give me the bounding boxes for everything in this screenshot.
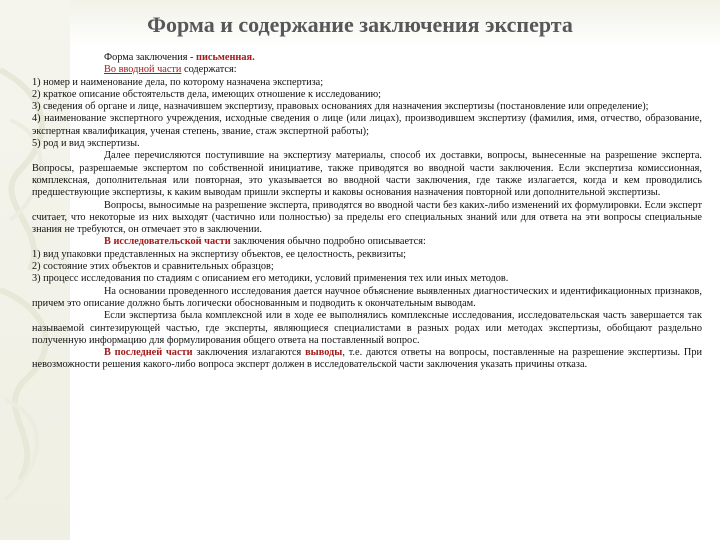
conclusion-heading: В последней части (104, 347, 193, 359)
document-body (32, 52, 702, 372)
form-value: письменная. (196, 52, 255, 63)
conclusions-term: выводы (305, 347, 343, 359)
paragraph: Далее перечисляются поступившие на экспертизу материалы, способ их доставки, вопросы, вынесенные на разрешение эксперта. Вопросы, разрешаемые экспертом по собственной инициативе, также приводятся во вводной части заключения. Если экспертиза комиссионная, комплексная, дополнительная или повторная, это указывается во вводной части заключения, где также излагается, когда и кем проводились предшествующие экспертизы, к каким выводам пришли эксперты и каковы основания назначения повторной или дополнительной экспертизы. (32, 150, 702, 199)
paragraph: Если экспертиза была комплексной или в ходе ее выполнялись комплексные исследования, исследовательская часть завершается так называемой синтезирующей частью, где эксперты, являющиеся специалистами в разных родах или методах экспертизы, обобщают раздельно полученную информацию для формулирования общего ответа на поставленный вопрос. (32, 310, 702, 346)
intro-heading: Во вводной части (104, 64, 182, 76)
list-item: 2) краткое описание обстоятельств дела, имеющих отношение к исследованию; (32, 88, 382, 100)
list-item: 3) процесс исследования по стадиям с описанием его методики, условий применения тех или иных методов. (32, 273, 509, 285)
intro-paragraph: Во вводной части содержатся: (104, 64, 237, 76)
list-item: 3) сведения об органе и лице, назначившем экспертизу, правовых основаниях для назначения экспертизы (постановление или определение); (32, 101, 649, 113)
form-paragraph: Форма заключения - письменная. (104, 52, 255, 63)
page-title: Форма и содержание заключения эксперта (147, 12, 573, 37)
conclusion-paragraph: В последней части заключения излагаются выводы, т.е. даются ответы на вопросы, поставленные на разрешение экспертизы. При невозможности решения какого-либо вопроса эксперт должен в исследовательской части заключения указать причины отказа. (32, 347, 702, 371)
paragraph: Вопросы, выносимые на разрешение эксперта, приводятся во вводной части без каких-либо изменений их формулировки. Если эксперт считает, что некоторые из них выходят (частично или полностью) за пределы его специальных знаний или для ответа на эти вопросы специальные знания не требуются, он отмечает это в заключении. (32, 199, 702, 236)
paragraph: На основании проведенного исследования дается научное объяснение выявленных диагностических и идентификационных признаков, причем это описание должно быть логически обоснованным и подводить к окончательным выводам. (32, 285, 702, 309)
research-heading: В исследовательской части (104, 236, 231, 248)
list-item: 1) номер и наименование дела, по которому назначена экспертиза; (32, 76, 324, 88)
list-item: 1) вид упаковки представленных на экспертизу объектов, ее целостность, реквизиты; (32, 248, 407, 260)
research-paragraph: В исследовательской части заключения обычно подробно описывается: (104, 236, 426, 248)
list-item: 5) род и вид экспертизы. (32, 138, 140, 150)
list-item: 2) состояние этих объектов и сравнительных образцов; (32, 261, 274, 273)
list-item: 4) наименование экспертного учреждения, исходные сведения о лице (или лицах), производившем экспертизу (фамилия, имя, отчество, образование, экспертная квалификация, ученая степень, звание, стаж экспертной работы); (32, 113, 702, 137)
